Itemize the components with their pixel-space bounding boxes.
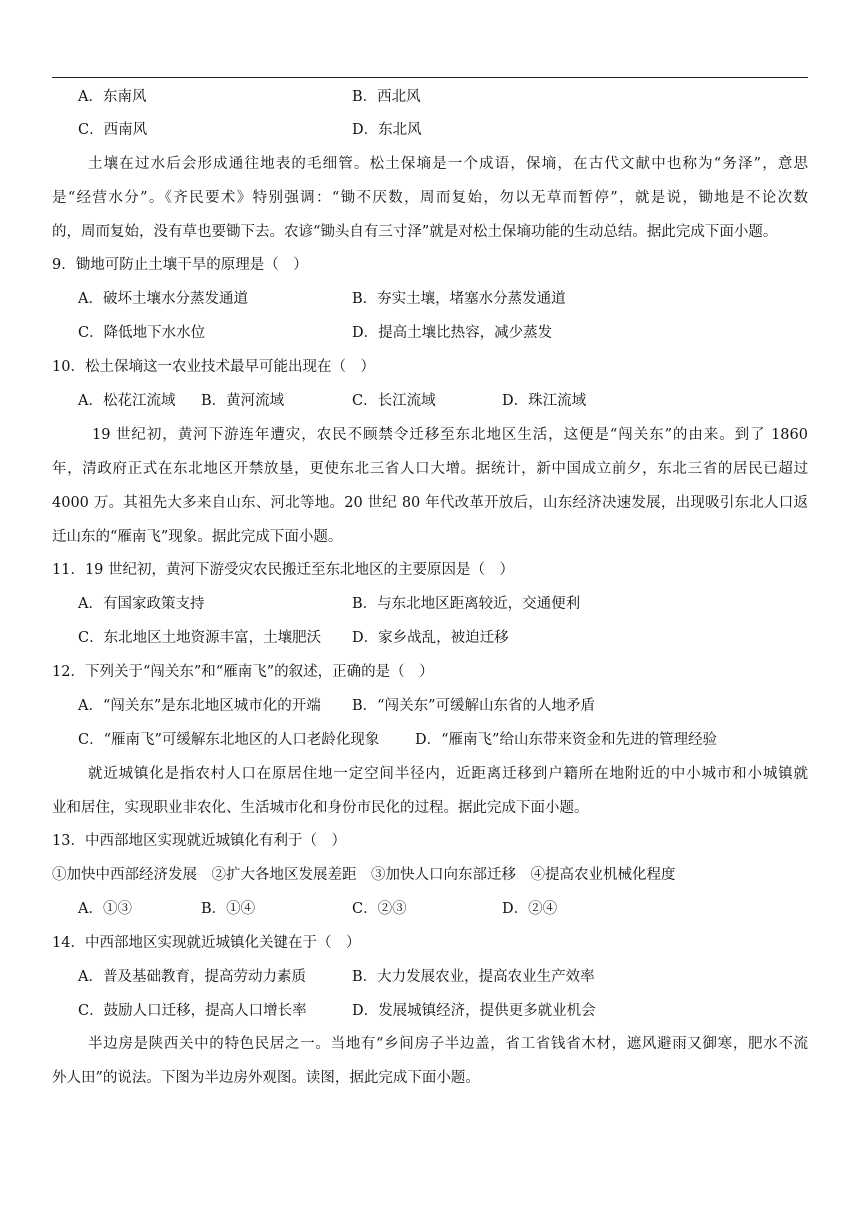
q13-option-b[interactable]: B．①④ (201, 901, 256, 917)
passage-line: 4000 万。其祖先大多来自山东、河北等地。20 世纪 80 年代改革开放后，山东经济决速发展，出现吸引东北人口返 (52, 495, 808, 511)
q11-option-c[interactable]: C．东北地区土地资源丰富，土壤肥沃 (78, 630, 322, 646)
q8-option-b[interactable]: B．西北风 (352, 89, 421, 105)
passage-line: 土壤在过水后会形成通往地表的毛细管。松土保墒是一个成语，保墒，在古代文献中也称为“务泽”，意思 (88, 156, 808, 172)
q10-option-a[interactable]: A．松花江流域 (78, 393, 176, 409)
q12-stem: 12．下列关于“闯关东”和“雁南飞”的叙述，正确的是（ ） (52, 664, 434, 680)
q10-stem: 10．松土保墒这一农业技术最早可能出现在（ ） (52, 359, 375, 375)
q12-option-b[interactable]: B．“闯关东”可缓解山东省的人地矛盾 (352, 698, 595, 714)
passage-line: 是“经营水分”。《齐民要术》特别强调：“锄不厌数，周而复始，勿以无草而暂停”，就是说，锄地是不论次数 (52, 190, 808, 206)
header-rule (52, 77, 808, 78)
passage-soil-moisture (52, 154, 808, 256)
q13-option-a[interactable]: A．①③ (78, 901, 132, 917)
q8-option-d[interactable]: D．东北风 (352, 122, 422, 138)
q12-option-c[interactable]: C．“雁南飞”可缓解东北地区的人口老龄化现象 (78, 732, 380, 748)
passage-line: 半边房是陕西关中的特色民居之一。当地有“乡间房子半边盖，省工省钱省木材，遮风避雨又御寒，肥水不流 (88, 1036, 808, 1052)
q9-option-d[interactable]: D．提高土壤比热容，减少蒸发 (352, 325, 553, 341)
q14-option-d[interactable]: D．发展城镇经济，提供更多就业机会 (352, 1003, 596, 1019)
q14-stem: 14．中西部地区实现就近城镇化关键在于（ ） (52, 935, 361, 951)
q9-option-c[interactable]: C．降低地下水水位 (78, 325, 206, 341)
q11-option-b[interactable]: B．与东北地区距离较近，交通便利 (352, 596, 581, 612)
passage-line: 就近城镇化是指农村人口在原居住地一定空间半径内，近距离迁移到户籍所在地附近的中小城市和小城镇就 (88, 766, 808, 782)
q13-option-c[interactable]: C．②③ (352, 901, 407, 917)
q14-option-b[interactable]: B．大力发展农业，提高农业生产效率 (352, 969, 595, 985)
q10-option-b[interactable]: B．黄河流域 (201, 393, 285, 409)
q10-option-d[interactable]: D．珠江流域 (502, 393, 587, 409)
q14-option-c[interactable]: C．鼓励人口迁移，提高人口增长率 (78, 1003, 307, 1019)
q9-option-a[interactable]: A．破坏土壤水分蒸发通道 (78, 291, 248, 307)
passage-line: 外人田”的说法。下图为半边房外观图。读图，据此完成下面小题。 (52, 1070, 480, 1086)
q10-option-c[interactable]: C．长江流域 (352, 393, 436, 409)
passage-migration (52, 425, 808, 561)
q11-stem: 11．19 世纪初，黄河下游受灾农民搬迁至东北地区的主要原因是（ ） (52, 562, 515, 578)
q12-option-d[interactable]: D．“雁南飞”给山东带来资金和先进的管理经验 (415, 732, 717, 748)
passage-line: 的，周而复始，没有草也要锄下去。农谚“锄头自有三寸泽”就是对松土保墒功能的生动总结。据此完成下面小题。 (52, 224, 778, 240)
passage-line: 年，清政府正式在东北地区开禁放垦，更使东北三省人口大增。据统计，新中国成立前夕，东北三省的居民已超过 (52, 461, 808, 477)
q13-items: ①加快中西部经济发展 ②扩大各地区发展差距 ③加快人口向东部迁移 ④提高农业机械化程度 (52, 867, 676, 883)
passage-line: 迁山东的“雁南飞”现象。据此完成下面小题。 (52, 529, 343, 545)
passage-line: 19 世纪初，黄河下游连年遭灾，农民不顾禁令迁移至东北地区生活，这便是“闯关东”的由来。到了 1860 (92, 427, 808, 443)
q8-option-a[interactable]: A．东南风 (78, 89, 147, 105)
q11-option-d[interactable]: D．家乡战乱，被迫迁移 (352, 630, 509, 646)
q12-option-a[interactable]: A．“闯关东”是东北地区城市化的开端 (78, 698, 321, 714)
q8-option-c[interactable]: C．西南风 (78, 122, 148, 138)
q13-option-d[interactable]: D．②④ (502, 901, 558, 917)
passage-line: 业和居住，实现职业非农化、生活城市化和身份市民化的过程。据此完成下面小题。 (52, 800, 589, 816)
passage-half-house (52, 1034, 808, 1102)
passage-urbanization (52, 764, 808, 832)
q9-stem: 9．锄地可防止土壤干旱的原理是（ ） (52, 257, 308, 273)
q13-stem: 13．中西部地区实现就近城镇化有利于（ ） (52, 833, 346, 849)
q11-option-a[interactable]: A．有国家政策支持 (78, 596, 205, 612)
q14-option-a[interactable]: A．普及基础教育，提高劳动力素质 (78, 969, 306, 985)
q9-option-b[interactable]: B．夯实土壤，堵塞水分蒸发通道 (352, 291, 566, 307)
